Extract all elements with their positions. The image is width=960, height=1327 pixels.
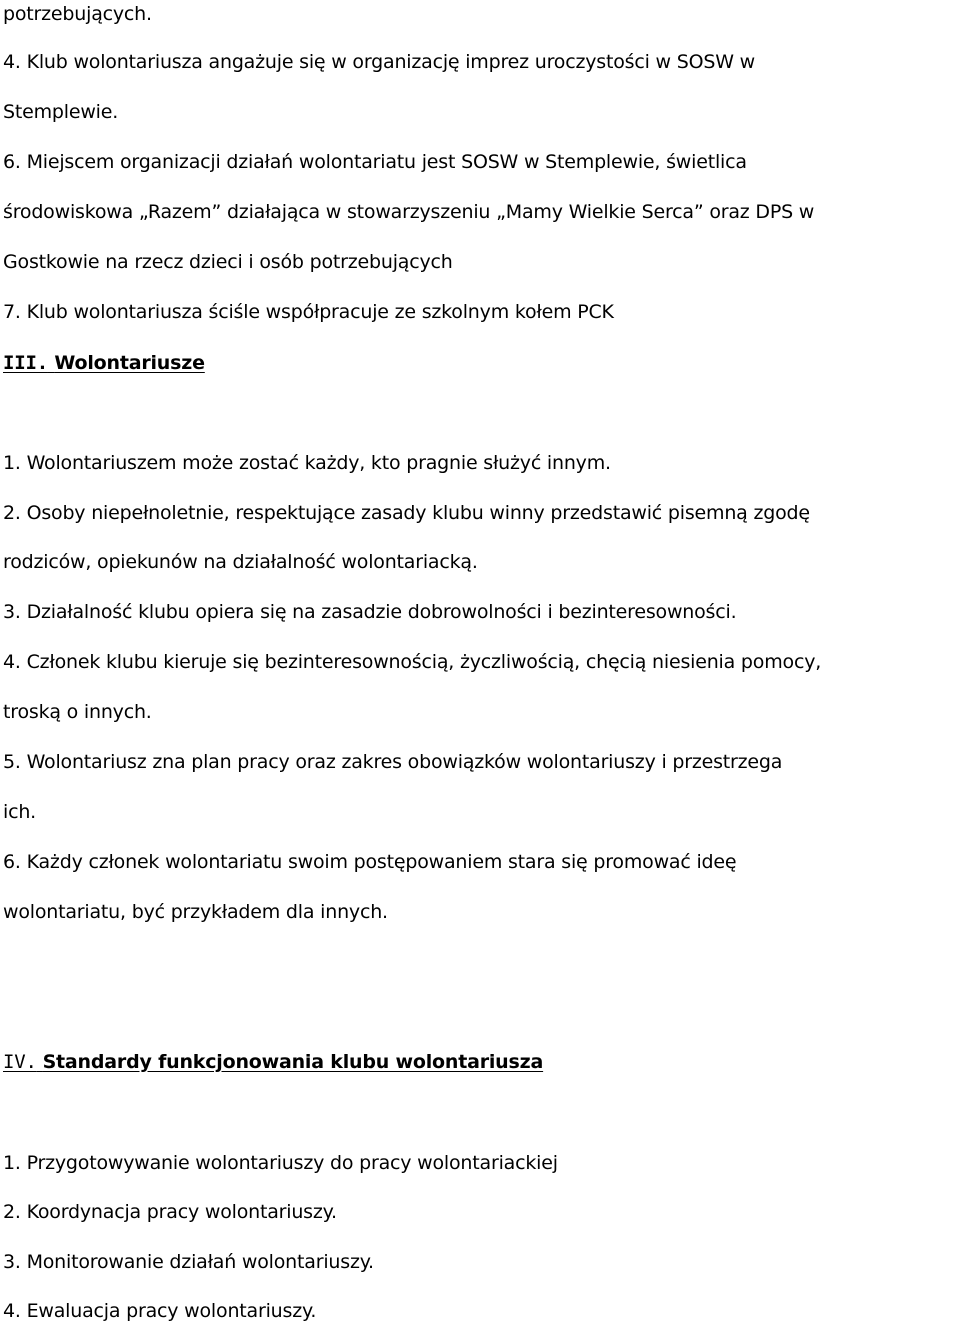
list-item: wolontariatu, być przykładem dla innych.: [3, 901, 388, 923]
body-line: środowiskowa „Razem” działająca w stowarzyszeniu „Mamy Wielkie Serca” oraz DPS w: [3, 201, 815, 223]
list-item: 6. Każdy członek wolontariatu swoim postępowaniem stara się promować ideę: [3, 851, 737, 873]
list-item: 3. Działalność klubu opiera się na zasadzie dobrowolności i bezinteresowności.: [3, 601, 737, 623]
section-number: IV.: [3, 1051, 37, 1073]
section-heading-iii: [3, 351, 205, 375]
body-line: Stemplewie.: [3, 101, 119, 123]
list-item: 4. Ewaluacja pracy wolontariuszy.: [3, 1300, 317, 1322]
body-line: Gostkowie na rzecz dzieci i osób potrzebujących: [3, 251, 453, 273]
section-heading-iv: [3, 1050, 543, 1074]
section-title: Standardy funkcjonowania klubu wolontariusza: [42, 1051, 544, 1073]
list-item: 5. Wolontariusz zna plan pracy oraz zakres obowiązków wolontariuszy i przestrzega: [3, 751, 783, 773]
section-number: III.: [3, 352, 48, 374]
list-item: 2. Osoby niepełnoletnie, respektujące zasady klubu winny przedstawić pisemną zgodę: [3, 502, 810, 524]
body-line: 4. Klub wolontariusza angażuje się w organizację imprez uroczystości w SOSW w: [3, 51, 755, 73]
list-item: rodziców, opiekunów na działalność wolontariacką.: [3, 551, 478, 573]
list-item: 1. Wolontariuszem może zostać każdy, kto pragnie służyć innym.: [3, 452, 611, 474]
list-item: troską o innych.: [3, 701, 152, 723]
list-item: 2. Koordynacja pracy wolontariuszy.: [3, 1201, 337, 1223]
body-line: potrzebujących.: [3, 3, 152, 25]
list-item: 1. Przygotowywanie wolontariuszy do pracy wolontariackiej: [3, 1152, 558, 1174]
list-item: ich.: [3, 801, 37, 823]
list-item: 3. Monitorowanie działań wolontariuszy.: [3, 1251, 374, 1273]
section-title: Wolontariusze: [54, 352, 205, 374]
body-line: 6. Miejscem organizacji działań wolontariatu jest SOSW w Stemplewie, świetlica: [3, 151, 747, 173]
body-line: 7. Klub wolontariusza ściśle współpracuje ze szkolnym kołem PCK: [3, 301, 614, 323]
list-item: 4. Członek klubu kieruje się bezinteresownością, życzliwością, chęcią niesienia pomocy,: [3, 651, 822, 673]
